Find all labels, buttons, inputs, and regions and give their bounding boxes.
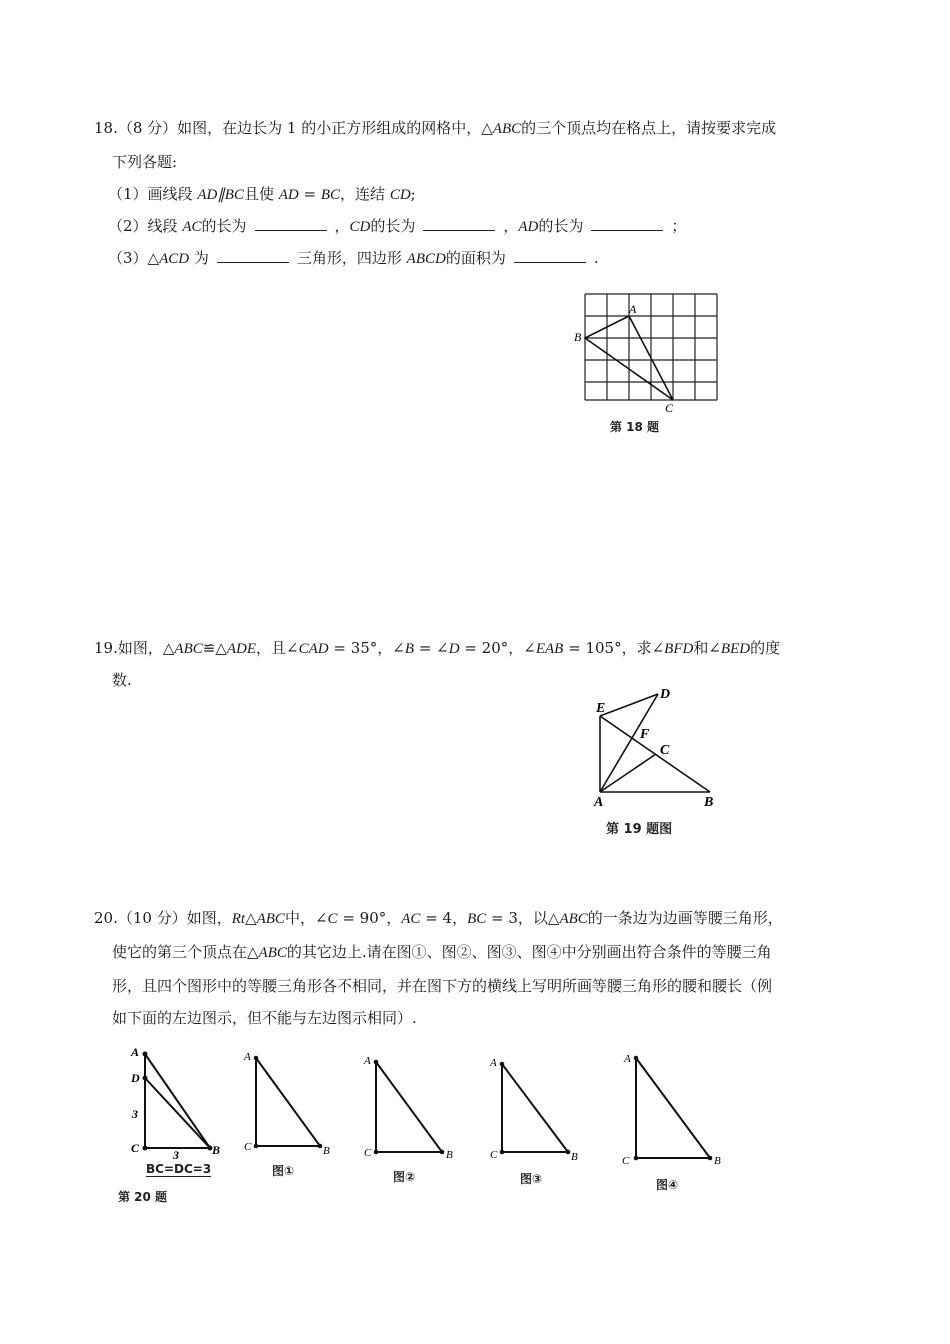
q19-figure <box>588 684 728 808</box>
q18-figure-caption: 第 18 题 <box>610 420 660 434</box>
q20-line-4 <box>112 1008 417 1028</box>
q19-label-f: F <box>640 727 650 742</box>
q19-label-b: B <box>704 795 714 810</box>
q20-f3-label-a: A <box>490 1057 497 1069</box>
q20-line-2 <box>112 942 772 963</box>
q18-text: AD <box>278 187 299 203</box>
q18-text: CD <box>349 219 371 235</box>
q18-line-2 <box>112 152 177 172</box>
q20-f3-label-c: C <box>490 1149 498 1161</box>
q19-text: ≌△ <box>202 639 227 657</box>
q18-part-2 <box>108 216 686 237</box>
q18-text: 的面积为 <box>445 249 506 267</box>
q19-text: BFD <box>664 641 694 657</box>
q20-text: △ <box>245 909 257 927</box>
q20-text: BC <box>467 911 487 927</box>
q19-segment-ad <box>600 694 658 792</box>
q19-figure-caption: 第 19 题图 <box>606 822 673 837</box>
q18-text: （3）△ <box>108 249 160 267</box>
q20-text: 形，且四个图形中的等腰三角形各不相同，并在图下方的横线上写明所画等腰三角形的腰和腰长（例 <box>112 977 773 995</box>
q20-ex-label-d: D <box>131 1071 140 1085</box>
q18-text: AD <box>518 219 539 235</box>
q19-text: 的度 <box>750 639 781 657</box>
q18-text: 且使 <box>243 185 279 203</box>
q18-text: ，连结 <box>340 185 390 203</box>
q19-text: 数. <box>112 671 132 689</box>
q18-text: （1）画线段 <box>108 185 198 203</box>
q20-line-3 <box>112 976 772 996</box>
q20-ex-label-3-vertical: 3 <box>132 1107 138 1121</box>
q19-text: = ∠ <box>414 639 449 657</box>
q20-f4-label-c: C <box>622 1155 630 1167</box>
q18-part-3 <box>108 248 599 269</box>
answer-blank-triangle-type[interactable] <box>217 248 289 263</box>
q20-figure-1 <box>238 1050 338 1160</box>
q18-text: 的三个顶点均在格点上，请按要求完成 <box>521 119 777 137</box>
q18-text: ； <box>671 217 687 235</box>
q18-part-1 <box>108 184 416 205</box>
q18-text: ACD <box>159 251 190 267</box>
q20-figure-4 <box>618 1050 738 1170</box>
q18-label-a: A <box>629 302 637 316</box>
q19-line-1 <box>94 638 780 659</box>
q18-text: ， <box>334 217 350 235</box>
q20-f1-label-a: A <box>244 1051 251 1063</box>
q20-example-figure <box>128 1044 228 1160</box>
q20-text: AC <box>401 911 421 927</box>
q20-group-caption: 第 20 题 <box>118 1190 168 1204</box>
q20-f2-label-b: B <box>446 1149 453 1161</box>
q20-text: 20.（10 分）如图， <box>94 909 232 927</box>
q19-label-d: D <box>660 687 671 702</box>
q20-f4-label-a: A <box>624 1053 631 1065</box>
q20-text: 的一条边为边画等腰三角形， <box>587 909 783 927</box>
q20-figure-4-caption: 图④ <box>656 1178 679 1192</box>
q18-text: = <box>298 185 321 203</box>
q20-figure-3 <box>484 1056 594 1166</box>
q19-label-e: E <box>596 701 606 716</box>
q20-text: 的其它边上.请在图①、图②、图③、图④中分别画出符合条件的等腰三角 <box>286 943 772 961</box>
q18-text: ABC <box>492 121 522 137</box>
q18-text: AD∥BC <box>197 187 244 203</box>
q20-f2-label-a: A <box>364 1055 371 1067</box>
q20-text: = 4， <box>420 909 468 927</box>
q20-ex-label-a: A <box>131 1045 140 1059</box>
q18-text: ， <box>503 217 519 235</box>
q18-text: 为 <box>189 249 209 267</box>
answer-blank-area[interactable] <box>514 248 586 263</box>
q20-f2-label-c: C <box>364 1147 372 1159</box>
answer-blank-ac[interactable] <box>255 216 327 231</box>
q20-ex-label-c: C <box>131 1141 140 1155</box>
answer-blank-ad[interactable] <box>591 216 663 231</box>
q19-text: BED <box>720 641 751 657</box>
q18-text: 三角形，四边形 <box>296 249 407 267</box>
q20-ex-label-3-horizontal: 3 <box>173 1148 179 1162</box>
q19-text: EAB <box>535 641 564 657</box>
q20-text: Rt <box>231 911 246 927</box>
q19-text: ADE <box>226 641 257 657</box>
q20-f1-label-c: C <box>244 1141 252 1153</box>
q19-text: CAD <box>298 641 329 657</box>
q20-figure-1-caption: 图① <box>272 1164 295 1178</box>
q18-text: ABCD <box>406 251 446 267</box>
answer-blank-cd[interactable] <box>423 216 495 231</box>
q20-text: 中，∠ <box>284 909 328 927</box>
q19-text: 19.如图，△ <box>94 639 175 657</box>
q20-f4-label-b: B <box>714 1155 721 1167</box>
q20-text: ABC <box>559 911 588 927</box>
q20-f1-label-b: B <box>323 1145 330 1157</box>
q18-text: 18.（8 分）如图，在边长为 1 的小正方形组成的网格中，△ <box>94 119 493 137</box>
q20-f3-label-b: B <box>571 1151 578 1163</box>
q19-segment-ed <box>600 694 658 716</box>
q18-text: ; <box>410 185 416 203</box>
q19-text: D <box>448 641 460 657</box>
q19-text: B <box>404 641 415 657</box>
q20-line-1 <box>94 908 783 929</box>
q20-example-caption: BC=DC=3 <box>146 1162 212 1176</box>
q19-text: ，且∠ <box>256 639 299 657</box>
q20-text: = 90°， <box>337 909 402 927</box>
q18-label-b: B <box>574 330 582 344</box>
q19-text: = 35°，∠ <box>328 639 405 657</box>
q18-text: . <box>593 249 599 267</box>
q20-figure-3-caption: 图③ <box>520 1172 543 1186</box>
q19-text: ABC <box>174 641 203 657</box>
q18-label-c: C <box>665 401 674 415</box>
q20-ex-label-b: B <box>212 1143 221 1157</box>
q20-text: ABC <box>258 945 287 961</box>
q19-text: 和∠ <box>693 639 721 657</box>
q18-grid-figure <box>570 286 730 416</box>
q18-text: （2）线段 <box>108 217 183 235</box>
q18-line-1 <box>94 118 776 139</box>
q20-text: = 3，以△ <box>486 909 560 927</box>
q18-text: BC <box>320 187 341 203</box>
q19-segment-ac <box>600 754 656 792</box>
q18-text: AC <box>182 219 202 235</box>
q19-line-2 <box>112 670 132 690</box>
q20-text: 使它的第三个顶点在△ <box>112 943 259 961</box>
q18-text: CD <box>389 187 411 203</box>
q19-label-c: C <box>660 743 670 758</box>
q18-text: 下列各题: <box>112 153 178 171</box>
q19-text: = 20°，∠ <box>459 639 536 657</box>
q19-text: = 105°，求∠ <box>563 639 665 657</box>
q18-text: 的长为 <box>538 217 584 235</box>
q20-text: ABC <box>256 911 285 927</box>
q20-figure-2-caption: 图② <box>393 1170 416 1184</box>
q20-text: C <box>327 911 338 927</box>
q18-text: 的长为 <box>370 217 416 235</box>
q19-label-a: A <box>594 795 604 810</box>
q20-figure-2 <box>358 1054 468 1164</box>
q20-text: 如下面的左边图示，但不能与左边图示相同）. <box>112 1009 417 1027</box>
q18-text: 的长为 <box>201 217 247 235</box>
